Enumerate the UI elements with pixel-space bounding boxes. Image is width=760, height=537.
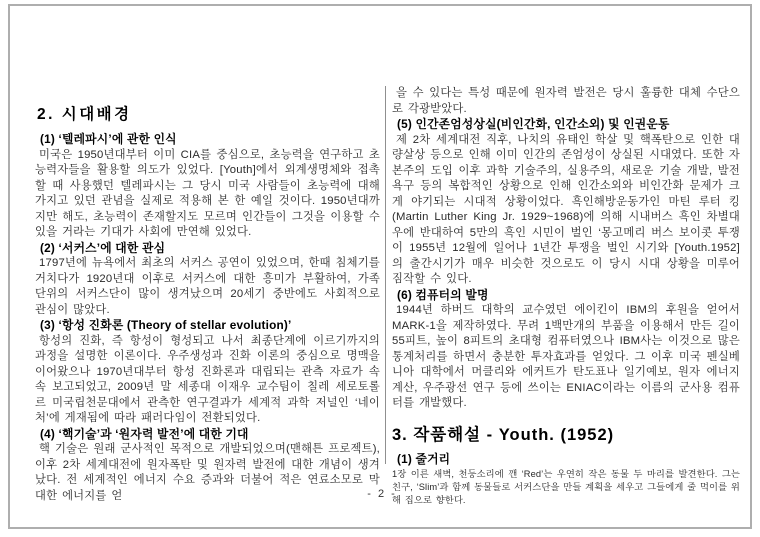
- para-circus: 1797년에 뉴욕에서 최초의 서커스 공연이 있었으며, 한때 침체기를 거치다가 1920년대 이후로 서커스에 대한 흥미가 부활하여, 가족 단위의 서커스단이 많이 생겨났으며 20세기 중반에도 사회적으로 관심이 많았다.: [35, 257, 380, 316]
- heading-stellar-evolution: (3) ‘항성 진화론 (Theory of stellar evolution)’: [40, 318, 292, 332]
- left-column: [35, 106, 380, 504]
- para-plot-summary: 1장 이른 새벽, 천둥소리에 깬 ‘Red’는 우연히 작은 동물 두 마리를 발견한다. 그는 친구, ‘Slim’과 함께 동물들로 서커스단을 만들 계획을 세우고 그들에게 줄 먹이를 위해 집으로 향한다.: [392, 469, 740, 505]
- heading-circus: (2) ‘서커스’에 대한 관심: [40, 240, 166, 255]
- page-number: - 2 -: [367, 488, 397, 500]
- para-nuclear-continued: 을 수 있다는 특성 때문에 원자력 발전은 당시 훌륭한 대체 수단으로 각광받았다.: [392, 87, 740, 115]
- heading-telepathy: (1) ‘텔레파시’에 관한 인식: [40, 132, 177, 146]
- section2-title: 2. 시대배경: [37, 106, 132, 123]
- para-telepathy: 미국은 1950년대부터 이미 CIA를 중심으로, 초능력을 연구하고 초능력자들을 활용할 의도가 있었다. [Youth]에서 외계생명체와 접촉할 때 사용했던 텔레파시는 그 당시 미국 사람들이 초능력에 대해 가지고 있던 관념을 실제로 적용해 본 한 예일 것이다. 1950년대까지만 해도, 초능력이 존재할지도 모르며 인간들이 그것을 이용할 수 있을 거라는 기대가 사회에 만연해 있었다.: [35, 148, 380, 238]
- heading-computer: (6) 컴퓨터의 발명: [397, 287, 489, 302]
- document-page: [8, 4, 752, 529]
- para-nuclear: 핵 기술은 원래 군사적인 목적으로 개발되었으며(맨해튼 프로젝트), 이후 2차 세계대전에 원자폭탄 및 원자력 발전에 대한 개념이 생겨났다. 전 세계적인 에너지 수요 증과와 더불어 적은 연료소모로 막대한 에너지를 얻: [35, 443, 380, 502]
- para-stellar-evolution: 항성의 진화, 즉 항성이 형성되고 나서 최종단계에 이르기까지의 과정을 설명한 이론이다. 우주생성과 진화 이론의 중심으로 명맥을 이어왔으나 1970년대부터 항성 진화론과 대립되는 관측 자료가 속속 보고되었고, 2009년 말 세종대 이재우 교수팀이 칠레 세로토롤르 미국립천문대에서 관측한 연구결과가 세계적 과학 저널인 ‘네이처’에 게재됨에 따라 패러다임이 전환되었다.: [35, 334, 380, 424]
- heading-nuclear: (4) ‘핵기술’과 ‘원자력 발전’에 대한 기대: [40, 426, 249, 441]
- right-column: [392, 86, 740, 507]
- column-divider: [385, 86, 386, 464]
- heading-plot-summary: (1) 줄거리: [397, 451, 451, 466]
- para-human-dignity: 제 2차 세계대전 직후, 나치의 유태인 학살 및 핵폭탄으로 인한 대량살상 등으로 인해 이미 인간의 존엄성이 상실된 시대였다. 또한 자본주의 도입 이후 과학 기술주의, 실용주의, 새로운 기술 개발, 발전 욕구 등의 복합적인 상황으로 인해 인간소외와 비인간화 문제가 크게 야기되는 시대적 상황이었다. 흑인해방운동가인 마틴 루터 킹(Martin Luther King Jr. 1929~1968)에 의해 시내버스 흑인 차별대우에 반대하여 5만의 흑인 시민이 벌인 ‘몽고메리 버스 보이콧 투쟁이 1955년 12월에 일어나 1년간 투쟁을 벌인 시기와 [Youth.1952]의 출간시기가 매우 비슷한 것으로도 이 당시 시대 상황을 미루어 짐작할 수 있다.: [392, 133, 740, 285]
- section3-title: 3. 작품해설 - Youth. (1952): [392, 425, 615, 444]
- para-computer: 1944년 하버드 대학의 교수였던 에이킨이 IBM의 후원을 얻어서 MARK-1을 제작하였다. 무려 1백만개의 부품을 이용해서 만든 길이 55피트, 높이 8피트의 초대형 컴퓨터였으나 IBM사는 이것으로 많은 통계처리를 하면서 충분한 투자효과를 얻었다. 그 이후 미국 펜실베니아 대학에서 머클리와 에커트가 탄도표나 일기예보, 원자 에너지 계산, 우주광선 연구 등에 쓰이는 ENIAC이라는 이름의 군사용 컴퓨터를 개발했다.: [392, 304, 740, 409]
- heading-human-dignity: (5) 인간존엄성상실(비인간화, 인간소외) 및 인권운동: [397, 117, 670, 131]
